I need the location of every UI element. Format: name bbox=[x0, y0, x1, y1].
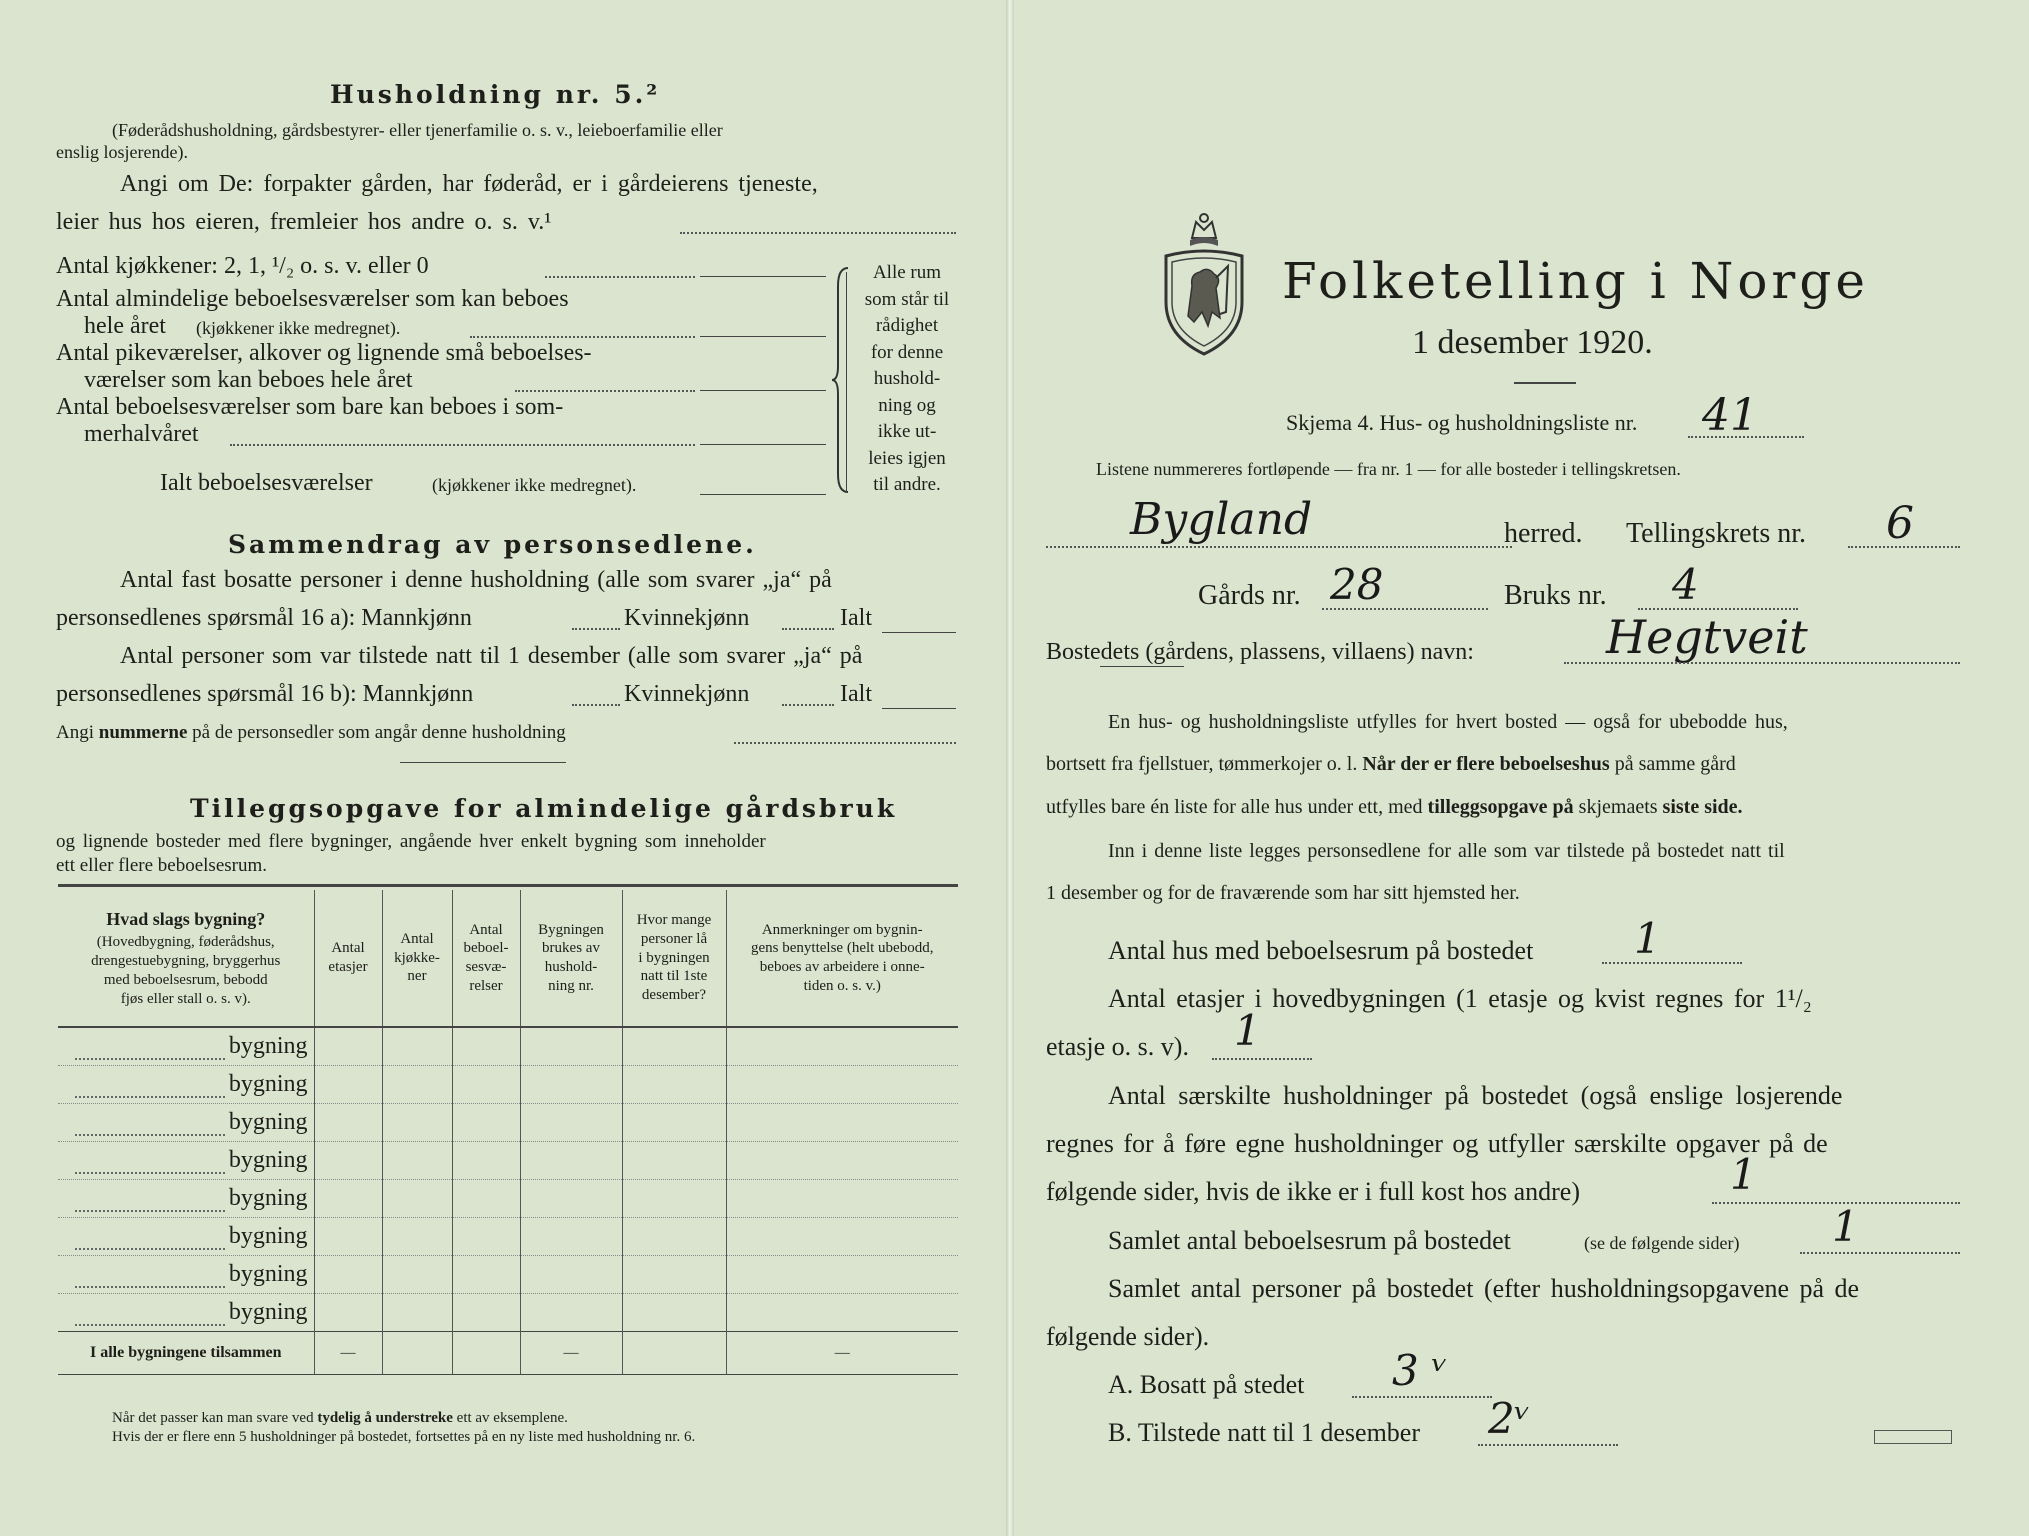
tillegg-title: Tilleggsopgave for almindelige gårdsbruk bbox=[190, 794, 898, 823]
building-row-cell bbox=[382, 1066, 452, 1104]
tilstede-mann-label: personsedlenes spørsmål 16 b): Mannkjønn bbox=[56, 681, 474, 707]
building-row-blank bbox=[75, 1194, 225, 1212]
census-title: Folketelling i Norge bbox=[1282, 252, 1869, 310]
building-row-cell bbox=[622, 1294, 726, 1332]
sommer-label: Antal beboelsesværelser som bare kan beboes i som- bbox=[56, 394, 564, 420]
printer-mark bbox=[1874, 1430, 1952, 1444]
bruks-value: 4 bbox=[1672, 560, 1699, 609]
brace-icon bbox=[832, 266, 852, 494]
building-row-cell bbox=[726, 1066, 958, 1104]
building-row-text: bygning bbox=[228, 1185, 308, 1211]
building-row-label bbox=[58, 1066, 314, 1104]
husholdning-title: Husholdning nr. 5.² bbox=[330, 80, 661, 109]
sammendrag-title: Sammendrag av personsedlene. bbox=[228, 530, 757, 559]
fast-bosatte-kvinne-answer bbox=[782, 628, 834, 630]
col-personer bbox=[622, 890, 726, 1027]
kjokkener-answer bbox=[700, 276, 826, 277]
alm-vaerelser-dots bbox=[470, 336, 695, 338]
brace-line bbox=[846, 272, 847, 492]
qa-answer-line bbox=[1352, 1396, 1492, 1398]
building-row-cell bbox=[726, 1180, 958, 1218]
col-husholdning-nr-line: hushold- bbox=[544, 959, 598, 975]
col-personer-line: Hvor mange bbox=[636, 912, 712, 929]
ialt-answer bbox=[700, 494, 826, 495]
building-row-blank bbox=[75, 1156, 225, 1174]
building-row-cell bbox=[622, 1142, 726, 1180]
qa-value: 3 ᵛ bbox=[1392, 1346, 1448, 1395]
building-row-cell bbox=[520, 1142, 622, 1180]
building-row bbox=[58, 1294, 958, 1332]
building-row-cell bbox=[314, 1180, 382, 1218]
building-row-blank bbox=[75, 1042, 225, 1060]
fast-bosatte-ialt-answer bbox=[882, 632, 956, 633]
footnote-2: Hvis der er flere enn 5 husholdninger på bostedet, fortsettes på en ny liste med husholdning nr. 6. bbox=[112, 1429, 696, 1445]
pikevaerelser-label-2: værelser som kan beboes hele året bbox=[84, 367, 413, 393]
building-row-cell bbox=[452, 1294, 520, 1332]
q1-answer-line bbox=[1602, 962, 1742, 964]
norwegian-coat-of-arms-icon bbox=[1162, 208, 1246, 358]
building-row-cell bbox=[622, 1256, 726, 1294]
col-beboelsesvaerelser-line: sesvæ- bbox=[465, 959, 507, 975]
instr-2c: på samme gård bbox=[1614, 753, 1736, 775]
q5-label-2: følgende sider). bbox=[1046, 1322, 1210, 1351]
instr-2a: bortsett fra fjellstuer, tømmerkojer o. l. bbox=[1046, 753, 1358, 775]
tilstede-ialt-answer bbox=[882, 708, 956, 709]
building-row-label bbox=[58, 1294, 314, 1332]
q2-label-2: etasje o. s. v). bbox=[1046, 1032, 1189, 1061]
gards-answer-line bbox=[1322, 608, 1488, 610]
qb-answer-line bbox=[1478, 1444, 1618, 1446]
q2-answer-line bbox=[1212, 1058, 1312, 1060]
building-row-blank bbox=[75, 1232, 225, 1250]
building-row-cell bbox=[622, 1218, 726, 1256]
skjema-answer-line bbox=[1688, 436, 1804, 438]
q1-label: Antal hus med beboelsesrum på bostedet bbox=[1108, 936, 1534, 965]
kjokkener-dots bbox=[545, 276, 695, 278]
alm-vaerelser-label-2: hele året bbox=[84, 313, 166, 339]
angi-om-answer-line bbox=[680, 232, 956, 234]
instr-line-2 bbox=[1046, 754, 1736, 774]
tellingskrets-value: 6 bbox=[1886, 498, 1914, 549]
col-hvad-slags-desc: fjøs eller stall o. s. v). bbox=[120, 990, 251, 1007]
ialt-label: Ialt beboelsesværelser bbox=[160, 470, 373, 496]
col-hvad-slags-desc: drengestuebygning, bryggerhus bbox=[91, 953, 281, 969]
building-row-cell bbox=[382, 1142, 452, 1180]
building-row-cell bbox=[622, 1104, 726, 1142]
instr-2b: Når der er flere beboelseshus bbox=[1362, 753, 1610, 775]
side-note-line: rådighet bbox=[875, 315, 939, 336]
col-kjokkener bbox=[382, 890, 452, 1027]
sommer-answer bbox=[700, 444, 826, 445]
qb-value: 2ᵛ bbox=[1488, 1394, 1531, 1443]
col-husholdning-nr bbox=[520, 890, 622, 1027]
herred-label: herred. bbox=[1504, 518, 1583, 549]
census-date: 1 desember 1920. bbox=[1412, 324, 1653, 361]
col-personer-line: desember? bbox=[641, 987, 707, 1004]
building-row-blank bbox=[75, 1118, 225, 1136]
building-row-text: bygning bbox=[228, 1033, 308, 1059]
building-row-cell bbox=[314, 1256, 382, 1294]
building-row-cell bbox=[520, 1104, 622, 1142]
listene-note: Listene nummereres fortløpende — fra nr. 1 — for alle bosteder i tellingskretsen. bbox=[1096, 459, 1681, 479]
alm-vaerelser-note: (kjøkkener ikke medregnet). bbox=[196, 318, 401, 338]
building-row-cell bbox=[452, 1142, 520, 1180]
q4-note: (se de følgende sider) bbox=[1584, 1233, 1740, 1253]
side-note-line: ikke ut- bbox=[877, 421, 937, 442]
tillegg-intro-2: ett eller flere beboelsesrum. bbox=[56, 855, 268, 876]
col-hvad-slags-desc: med beboelsesrum, bebodd bbox=[103, 971, 268, 988]
building-row-cell bbox=[382, 1027, 452, 1066]
alm-vaerelser-label: Antal almindelige beboelsesværelser som kan beboes bbox=[56, 286, 569, 312]
herred-answer-line bbox=[1046, 546, 1512, 548]
building-row-cell bbox=[452, 1218, 520, 1256]
building-row-text: bygning bbox=[228, 1261, 308, 1287]
col-personer-line: personer lå bbox=[640, 930, 708, 947]
total-row bbox=[58, 1332, 958, 1375]
building-row-cell bbox=[622, 1027, 726, 1066]
intro-line-1: (Føderådshusholdning, gårdsbestyrer- eller tjenerfamilie o. s. v., leieboerfamilie eller bbox=[112, 120, 723, 140]
side-note-line: for denne bbox=[870, 341, 944, 363]
skjema-label: Skjema 4. Hus- og husholdningsliste nr. bbox=[1286, 410, 1638, 435]
q5-label-1: Samlet antal personer på bostedet (efter husholdningsopgavene på de bbox=[1108, 1274, 1860, 1303]
total-row-label: I alle bygningene tilsammen bbox=[58, 1332, 314, 1375]
col-beboelsesvaerelser-line: beboel- bbox=[463, 940, 509, 957]
herred-value: Bygland bbox=[1130, 494, 1313, 545]
instr-line-1: En hus- og husholdningsliste utfylles for hvert bosted — også for ubebodde hus, bbox=[1108, 711, 1788, 733]
building-row-cell bbox=[520, 1180, 622, 1218]
pikevaerelser-answer bbox=[700, 390, 826, 391]
q3-label-2: regnes for å føre egne husholdninger og utfyller særskilte opgaver på de bbox=[1046, 1129, 1828, 1158]
side-note-line: som står til bbox=[864, 288, 950, 310]
building-row-cell bbox=[726, 1256, 958, 1294]
building-row-label bbox=[58, 1027, 314, 1066]
tilstede-mann-answer bbox=[572, 704, 620, 706]
building-row-blank bbox=[75, 1270, 225, 1288]
instr-3d: siste side. bbox=[1662, 796, 1743, 818]
col-kjokkener-line: Antal bbox=[400, 930, 434, 947]
building-row-cell bbox=[726, 1142, 958, 1180]
col-husholdning-nr-line: Bygningen bbox=[538, 921, 604, 938]
gards-value: 28 bbox=[1330, 560, 1384, 609]
building-row-blank bbox=[75, 1308, 225, 1326]
building-row-label bbox=[58, 1104, 314, 1142]
table-top-rule bbox=[58, 884, 958, 887]
total-row-kjokkener bbox=[382, 1332, 452, 1375]
short-rule bbox=[400, 762, 566, 763]
building-row-cell bbox=[726, 1027, 958, 1066]
qb-label: B. Tilstede natt til 1 desember bbox=[1108, 1418, 1420, 1447]
col-kjokkener-line: kjøkke- bbox=[394, 949, 440, 966]
col-husholdning-nr-line: brukes av bbox=[542, 940, 600, 957]
col-etasjer bbox=[314, 890, 382, 1027]
angi-rest-label: på de personsedler som angår denne husholdning bbox=[192, 722, 566, 743]
q3-value: 1 bbox=[1730, 1150, 1757, 1199]
sommer-dots bbox=[230, 444, 695, 446]
fast-bosatte-kvinne-label: Kvinnekjønn bbox=[624, 605, 750, 631]
alm-vaerelser-answer bbox=[700, 336, 826, 337]
q4-value: 1 bbox=[1832, 1202, 1859, 1251]
building-row-label bbox=[58, 1180, 314, 1218]
building-row-cell bbox=[452, 1256, 520, 1294]
pikevaerelser-label: Antal pikeværelser, alkover og lignende små beboelses- bbox=[56, 340, 592, 366]
col-beboelsesvaerelser-line: relser bbox=[469, 977, 503, 994]
angi-om-line-2: leier hus hos eieren, fremleier hos andre o. s. v.¹ bbox=[56, 209, 552, 235]
angi-nummerne bbox=[56, 723, 566, 742]
q2-label-1: Antal etasjer i hovedbygningen (1 etasje og kvist regnes for 1¹/₂ bbox=[1108, 984, 1812, 1013]
title-rule bbox=[1514, 382, 1576, 384]
tilstede-ialt-label: Ialt bbox=[840, 681, 872, 707]
col-kjokkener-line: ner bbox=[407, 968, 427, 985]
gardens-underline bbox=[1100, 666, 1184, 667]
building-row-cell bbox=[520, 1218, 622, 1256]
building-row-cell bbox=[520, 1066, 622, 1104]
pikevaerelser-dots bbox=[515, 390, 695, 392]
buildings-table bbox=[58, 890, 958, 1375]
building-row bbox=[58, 1066, 958, 1104]
total-row-etasjer: — bbox=[314, 1332, 382, 1375]
col-anmerkninger-line: tiden o. s. v.) bbox=[803, 977, 881, 994]
building-row-text: bygning bbox=[228, 1109, 308, 1135]
col-beboelsesvaerelser bbox=[452, 890, 520, 1027]
building-row-cell bbox=[452, 1027, 520, 1066]
tellingskrets-answer-line bbox=[1848, 546, 1960, 548]
side-note-line: hushold- bbox=[873, 368, 941, 389]
q2-value: 1 bbox=[1234, 1006, 1261, 1055]
building-row-cell bbox=[726, 1218, 958, 1256]
building-row-cell bbox=[382, 1256, 452, 1294]
building-row-text: bygning bbox=[228, 1147, 308, 1173]
q3-label-1: Antal særskilte husholdninger på bostedet (også enslige losjerende bbox=[1108, 1081, 1843, 1110]
building-row-cell bbox=[622, 1066, 726, 1104]
building-row-cell bbox=[314, 1294, 382, 1332]
col-beboelsesvaerelser-line: Antal bbox=[469, 921, 503, 938]
instr-3b: tilleggsopgave på bbox=[1427, 796, 1574, 818]
side-note-line: leies igjen bbox=[868, 447, 946, 469]
side-note-line: Alle rum bbox=[872, 262, 942, 283]
side-note-line: til andre. bbox=[873, 474, 941, 495]
total-row-vaerelser bbox=[452, 1332, 520, 1375]
building-row bbox=[58, 1218, 958, 1256]
bosted-label: Bostedets (gårdens, plassens, villaens) navn: bbox=[1046, 639, 1474, 665]
side-note-line: ning og bbox=[878, 394, 936, 416]
nummerne-answer bbox=[734, 742, 956, 744]
total-row-personer bbox=[622, 1332, 726, 1375]
building-row bbox=[58, 1027, 958, 1066]
building-row-blank bbox=[75, 1080, 225, 1098]
col-etasjer-line: Antal bbox=[331, 940, 365, 957]
col-husholdning-nr-line: ning nr. bbox=[548, 977, 594, 994]
col-hvad-slags-desc: (Hovedbygning, føderådshus, bbox=[96, 934, 275, 951]
ialt-note: (kjøkkener ikke medregnet). bbox=[432, 475, 637, 495]
col-personer-line: natt til 1ste bbox=[640, 968, 708, 985]
building-row-cell bbox=[314, 1142, 382, 1180]
q4-label: Samlet antal beboelsesrum på bostedet bbox=[1108, 1226, 1511, 1255]
instr-line-5: 1 desember og for de fraværende som har sitt hjemsted her. bbox=[1046, 882, 1520, 904]
side-note bbox=[852, 260, 962, 499]
footnote-1c: ett av eksemplene. bbox=[456, 1410, 568, 1426]
col-etasjer-line: etasjer bbox=[328, 959, 368, 975]
tillegg-intro-1: og lignende bosteder med flere bygninger, angående hver enkelt bygning som inneholder bbox=[56, 831, 766, 852]
building-row bbox=[58, 1180, 958, 1218]
col-personer-line: i bygningen bbox=[638, 949, 710, 966]
building-row-cell bbox=[520, 1256, 622, 1294]
bosted-value: Hegtveit bbox=[1606, 610, 1808, 664]
footnote-1b: tydelig å understreke bbox=[317, 1410, 453, 1426]
col-hvad-slags bbox=[58, 890, 314, 1027]
kjokkener-label: Antal kjøkkener: 2, 1, ¹/₂ o. s. v. eller 0 bbox=[56, 253, 429, 279]
angi-label: Angi bbox=[56, 722, 94, 743]
col-anmerkninger-line: gens benyttelse (helt ubebodd, bbox=[751, 940, 934, 957]
building-row-cell bbox=[726, 1294, 958, 1332]
building-row-cell bbox=[622, 1180, 726, 1218]
building-row-cell bbox=[726, 1104, 958, 1142]
footnote-1 bbox=[112, 1411, 568, 1426]
building-row-cell bbox=[382, 1104, 452, 1142]
bosted-answer-line bbox=[1564, 662, 1960, 664]
instr-3c: skjemaets bbox=[1578, 796, 1658, 818]
bruks-label: Bruks nr. bbox=[1504, 580, 1607, 611]
total-row-husholdning: — bbox=[520, 1332, 622, 1375]
building-row bbox=[58, 1104, 958, 1142]
building-row-cell bbox=[382, 1218, 452, 1256]
fast-bosatte-mann-answer bbox=[572, 628, 620, 630]
building-row-label bbox=[58, 1256, 314, 1294]
qa-label: A. Bosatt på stedet bbox=[1108, 1370, 1305, 1399]
building-row-cell bbox=[314, 1218, 382, 1256]
instr-line-4: Inn i denne liste legges personsedlene for alle som var tilstede på bostedet natt til bbox=[1108, 840, 1785, 862]
tilstede-kvinne-label: Kvinnekjønn bbox=[624, 681, 750, 707]
instr-3a: utfylles bare én liste for alle hus under ett, med bbox=[1046, 796, 1423, 818]
building-row bbox=[58, 1142, 958, 1180]
building-row bbox=[58, 1256, 958, 1294]
tilstede-kvinne-answer bbox=[782, 704, 834, 706]
building-row-cell bbox=[314, 1027, 382, 1066]
col-anmerkninger-line: Anmerkninger om bygnin- bbox=[761, 921, 923, 938]
building-row-text: bygning bbox=[228, 1223, 308, 1249]
building-row-text: bygning bbox=[228, 1071, 308, 1097]
tilstede-line-1: Antal personer som var tilstede natt til 1 desember (alle som svarer „ja“ på bbox=[120, 643, 863, 669]
building-row-cell bbox=[520, 1027, 622, 1066]
total-row-anmerkninger: — bbox=[726, 1332, 958, 1375]
intro-line-2: enslig losjerende). bbox=[56, 142, 188, 162]
skjema-value: 41 bbox=[1702, 390, 1758, 441]
building-row-cell bbox=[382, 1294, 452, 1332]
fast-bosatte-line-1: Antal fast bosatte personer i denne husholdning (alle som svarer „ja“ på bbox=[120, 567, 832, 593]
building-row-cell bbox=[314, 1066, 382, 1104]
building-row-cell bbox=[520, 1294, 622, 1332]
sommer-label-2: merhalvåret bbox=[84, 421, 199, 447]
left-page bbox=[0, 0, 1008, 1536]
nummerne-label: nummerne bbox=[98, 722, 188, 743]
building-row-cell bbox=[314, 1104, 382, 1142]
building-row-text: bygning bbox=[228, 1299, 308, 1325]
col-anmerkninger bbox=[726, 890, 958, 1027]
building-row-label bbox=[58, 1142, 314, 1180]
fast-bosatte-ialt-label: Ialt bbox=[840, 605, 872, 631]
q3-label-3: følgende sider, hvis de ikke er i full kost hos andre) bbox=[1046, 1177, 1580, 1206]
tellingskrets-label: Tellingskrets nr. bbox=[1626, 518, 1807, 549]
col-hvad-slags-title: Hvad slags bygning? bbox=[106, 908, 266, 929]
q1-value: 1 bbox=[1634, 914, 1661, 963]
q4-answer-line bbox=[1800, 1252, 1960, 1254]
instr-line-3 bbox=[1046, 797, 1743, 817]
building-row-cell bbox=[452, 1180, 520, 1218]
building-row-cell bbox=[452, 1066, 520, 1104]
building-row-cell bbox=[452, 1104, 520, 1142]
building-row-cell bbox=[382, 1180, 452, 1218]
angi-om-line-1: Angi om De: forpakter gården, har føderåd, er i gårdeierens tjeneste, bbox=[120, 171, 818, 197]
footnote-1a: Når det passer kan man svare ved bbox=[112, 1410, 314, 1426]
building-row-label bbox=[58, 1218, 314, 1256]
gards-label: Gårds nr. bbox=[1198, 580, 1301, 611]
col-anmerkninger-line: beboes av arbeidere i onne- bbox=[759, 959, 925, 975]
right-page bbox=[1012, 0, 2029, 1536]
fast-bosatte-mann-label: personsedlenes spørsmål 16 a): Mannkjønn bbox=[56, 605, 472, 631]
buildings-table-body bbox=[58, 1027, 958, 1332]
